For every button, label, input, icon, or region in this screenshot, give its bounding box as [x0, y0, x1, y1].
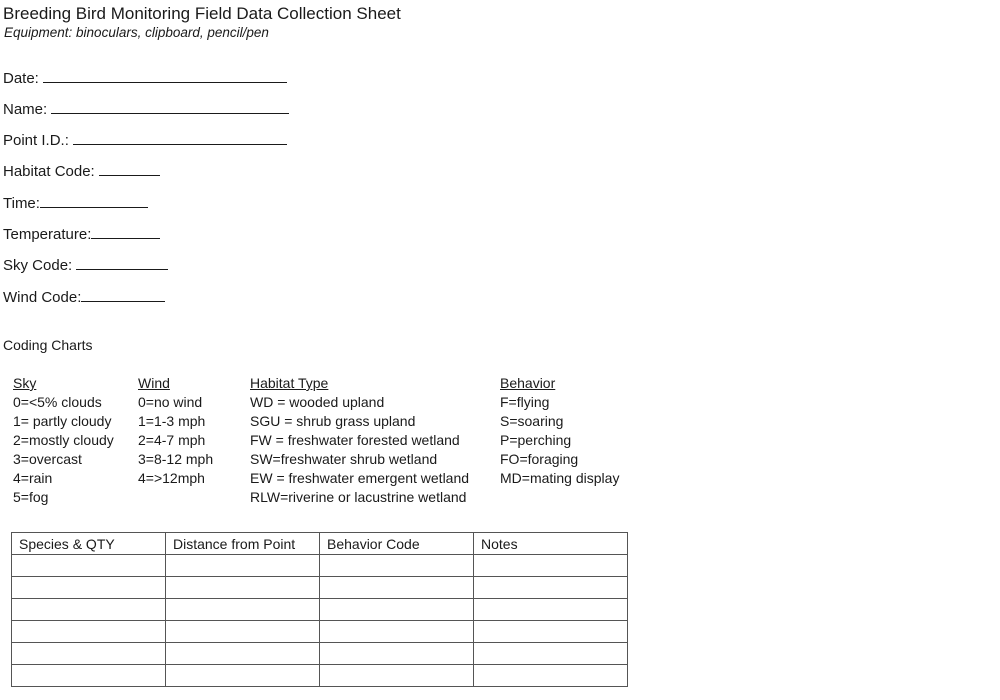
temperature-blank-line[interactable] — [91, 224, 160, 239]
table-cell[interactable] — [12, 621, 166, 643]
wind-code-item: 4=>12mph — [138, 470, 205, 486]
table-cell[interactable] — [12, 643, 166, 665]
temperature-field[interactable] — [3, 224, 160, 244]
habitat-code-item: WD = wooded upland — [250, 394, 385, 410]
temperature-label: Temperature: — [3, 226, 92, 243]
table-row — [12, 555, 628, 577]
name-blank-line[interactable] — [51, 99, 289, 114]
table-cell[interactable] — [320, 665, 474, 687]
table-cell[interactable] — [474, 599, 628, 621]
wind-code-item: 0=no wind — [138, 394, 203, 410]
name-field[interactable] — [3, 99, 289, 119]
habitat-code-item: SW=freshwater shrub wetland — [250, 451, 438, 467]
sky-code-label: Sky Code: — [3, 257, 77, 274]
behavior-code-item: FO=foraging — [500, 451, 579, 467]
sky-code-item: 0=<5% clouds — [13, 394, 102, 410]
date-blank-line[interactable] — [43, 68, 287, 83]
wind-code-field[interactable] — [3, 287, 165, 307]
table-row — [12, 577, 628, 599]
habitat-code-label: Habitat Code: — [3, 163, 99, 180]
sky-code-blank-line[interactable] — [76, 255, 168, 270]
habitat-code-item: EW = freshwater emergent wetland — [250, 470, 470, 486]
sky-code-field[interactable] — [3, 255, 168, 275]
table-cell[interactable] — [474, 643, 628, 665]
sky-code-column — [13, 374, 114, 507]
behavior-code-item: P=perching — [500, 432, 572, 448]
table-cell[interactable] — [474, 665, 628, 687]
table-row — [12, 599, 628, 621]
time-field[interactable] — [3, 193, 148, 213]
table-cell[interactable] — [320, 599, 474, 621]
table-row — [12, 643, 628, 665]
coding-charts-heading: Coding Charts — [3, 337, 93, 353]
table-row — [12, 665, 628, 687]
table-cell[interactable] — [320, 621, 474, 643]
table-cell[interactable] — [320, 577, 474, 599]
date-field[interactable] — [3, 68, 287, 88]
habitat-type-header: Habitat Type — [250, 375, 329, 391]
habitat-code-item: RLW=riverine or lacustrine wetland — [250, 489, 467, 505]
behavior-code-item: MD=mating display — [500, 470, 620, 486]
time-blank-line[interactable] — [40, 193, 148, 208]
sky-code-item: 5=fog — [13, 489, 49, 505]
table-cell[interactable] — [166, 665, 320, 687]
observation-table — [11, 532, 628, 687]
species-qty-header: Species & QTY — [12, 533, 166, 555]
behavior-code-header: Behavior Code — [320, 533, 474, 555]
habitat-type-column — [250, 374, 469, 507]
wind-code-item: 3=8-12 mph — [138, 451, 214, 467]
wind-header: Wind — [138, 375, 170, 391]
point-id-label: Point I.D.: — [3, 132, 74, 149]
table-cell[interactable] — [474, 555, 628, 577]
table-cell[interactable] — [12, 665, 166, 687]
table-cell[interactable] — [166, 621, 320, 643]
table-cell[interactable] — [166, 577, 320, 599]
habitat-code-blank-line[interactable] — [99, 161, 160, 176]
table-cell[interactable] — [474, 577, 628, 599]
behavior-header: Behavior — [500, 375, 556, 391]
habitat-code-field[interactable] — [3, 161, 160, 181]
sky-code-item: 1= partly cloudy — [13, 413, 112, 429]
sky-code-item: 4=rain — [13, 470, 53, 486]
behavior-code-item: S=soaring — [500, 413, 564, 429]
table-row — [12, 621, 628, 643]
table-cell[interactable] — [166, 643, 320, 665]
equipment-subtitle: Equipment: binoculars, clipboard, pencil/pen — [4, 25, 269, 40]
sky-code-item: 3=overcast — [13, 451, 82, 467]
table-cell[interactable] — [12, 555, 166, 577]
table-cell[interactable] — [166, 599, 320, 621]
distance-header: Distance from Point — [166, 533, 320, 555]
wind-code-column — [138, 374, 213, 488]
sky-code-item: 2=mostly cloudy — [13, 432, 114, 448]
behavior-code-item: F=flying — [500, 394, 550, 410]
wind-code-item: 1=1-3 mph — [138, 413, 206, 429]
habitat-code-item: FW = freshwater forested wetland — [250, 432, 460, 448]
sky-header: Sky — [13, 375, 37, 391]
notes-header: Notes — [474, 533, 628, 555]
table-cell[interactable] — [320, 643, 474, 665]
point-id-blank-line[interactable] — [73, 130, 287, 145]
time-label: Time: — [3, 195, 40, 212]
table-cell[interactable] — [12, 599, 166, 621]
page-title: Breeding Bird Monitoring Field Data Collection Sheet — [3, 4, 401, 23]
table-cell[interactable] — [474, 621, 628, 643]
habitat-code-item: SGU = shrub grass upland — [250, 413, 416, 429]
table-cell[interactable] — [12, 577, 166, 599]
point-id-field[interactable] — [3, 130, 287, 150]
table-header-row — [12, 533, 628, 555]
wind-code-item: 2=4-7 mph — [138, 432, 206, 448]
name-label: Name: — [3, 101, 52, 118]
behavior-code-column — [500, 374, 619, 488]
wind-code-blank-line[interactable] — [81, 287, 165, 302]
table-cell[interactable] — [166, 555, 320, 577]
table-cell[interactable] — [320, 555, 474, 577]
date-label: Date: — [3, 70, 44, 87]
wind-code-label: Wind Code: — [3, 289, 82, 306]
